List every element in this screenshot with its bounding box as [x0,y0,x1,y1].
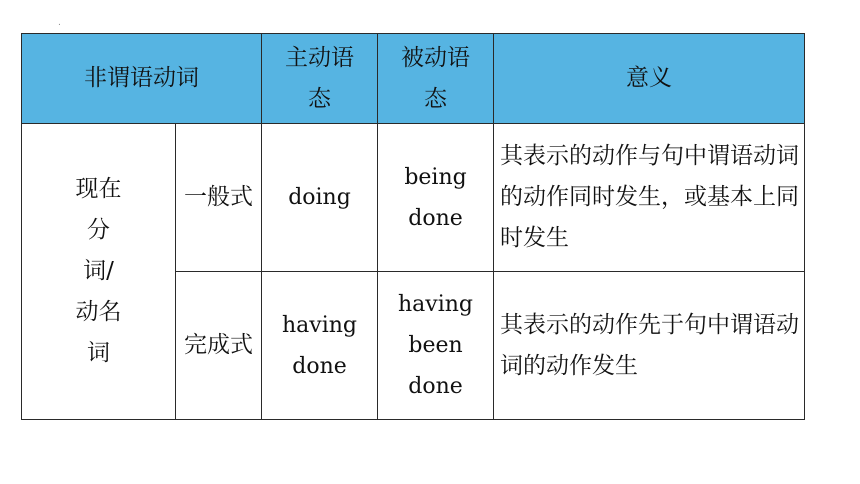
meaning-cell: 其表示的动作与句中谓语动词的动作同时发生，或基本上同时发生 [494,124,805,272]
passive-cell: being done [378,124,494,272]
header-passive: 被动语态 [378,34,494,124]
row-label: 现在分词/动名词 [22,124,176,420]
nonfinite-verb-table [21,33,805,420]
form-cell: 一般式 [176,124,262,272]
form-cell: 完成式 [176,272,262,420]
active-cell: doing [262,124,378,272]
header-row [22,34,805,124]
corner-mark: . [58,18,61,28]
header-nonfinite: 非谓语动词 [22,34,262,124]
active-cell: having done [262,272,378,420]
header-active: 主动语态 [262,34,378,124]
table-row [22,124,805,272]
header-meaning: 意义 [494,34,805,124]
passive-cell: having been done [378,272,494,420]
meaning-cell: 其表示的动作先于句中谓语动词的动作发生 [494,272,805,420]
